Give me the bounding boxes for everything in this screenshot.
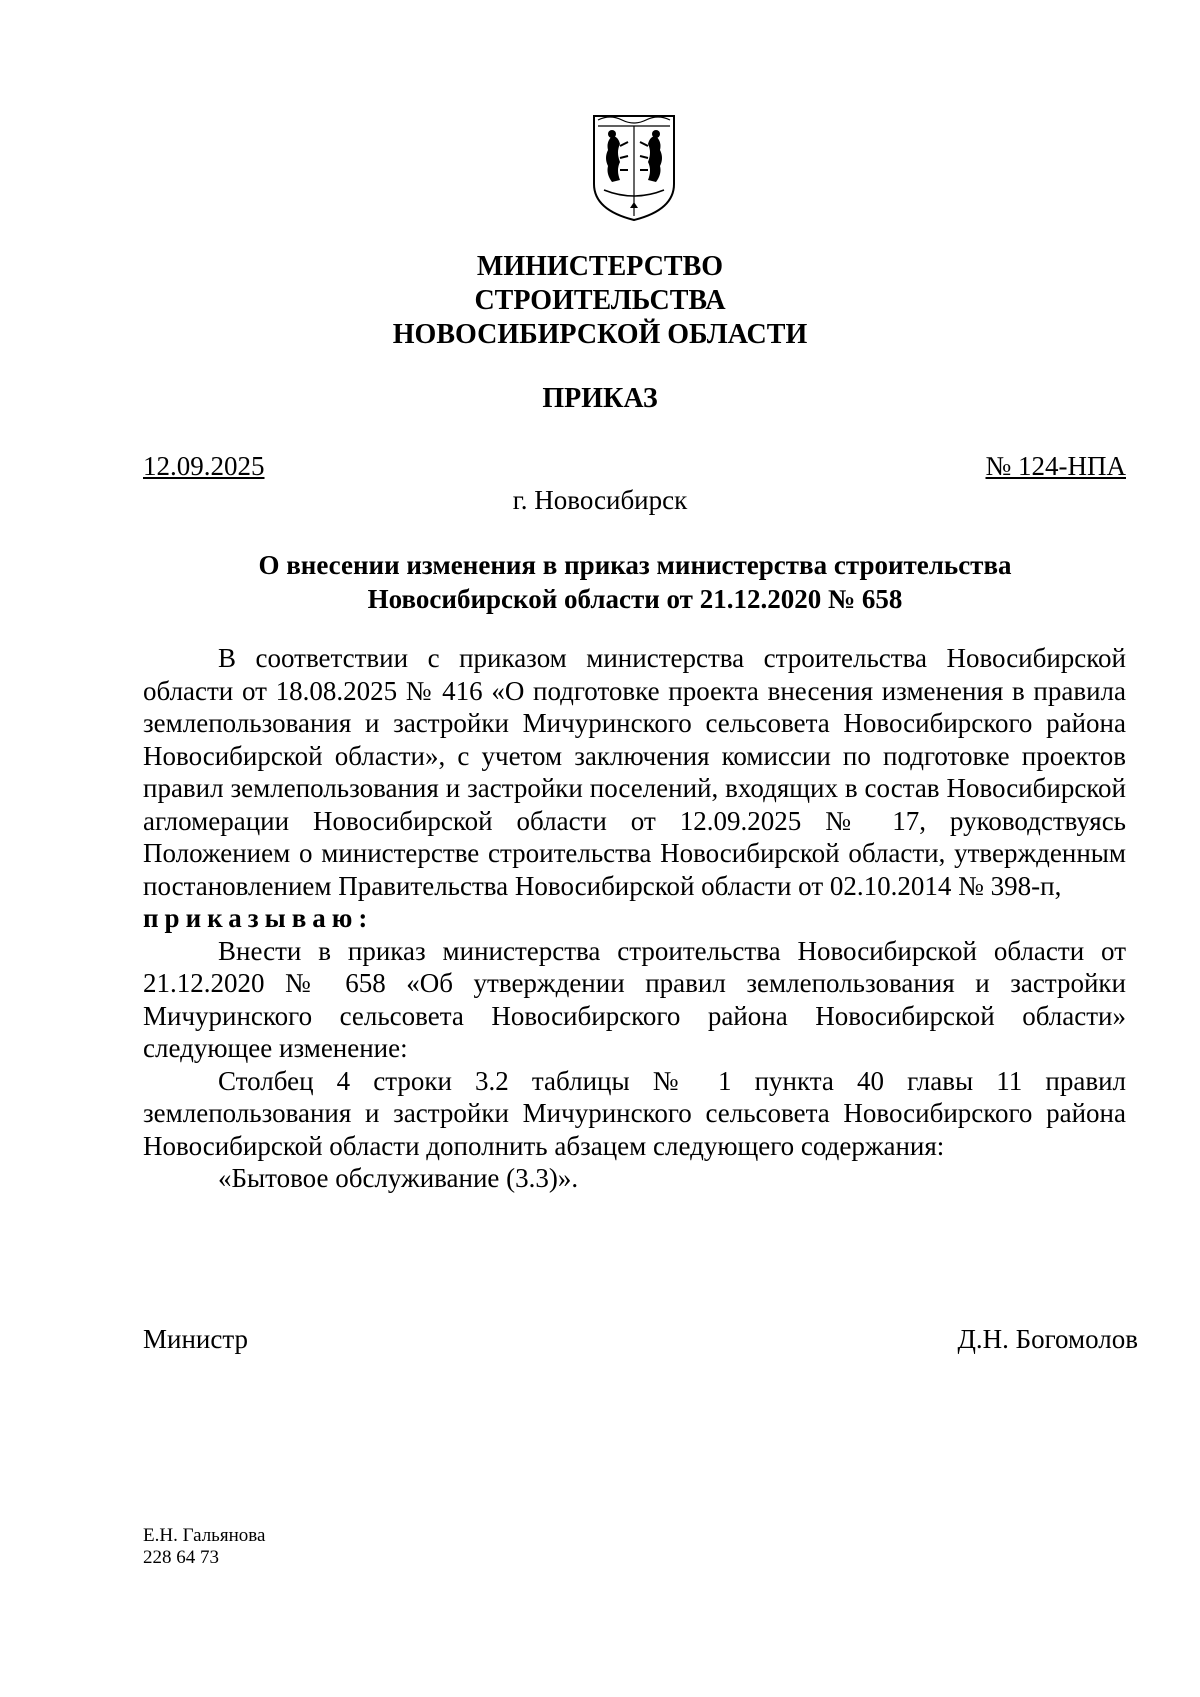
signatory-name: Д.Н. Богомолов xyxy=(957,1324,1138,1354)
signatory-position: Министр xyxy=(143,1324,248,1354)
executor-name: Е.Н. Гальянова xyxy=(143,1525,266,1546)
document-date: 12.09.2025 xyxy=(143,451,265,481)
subject-line-1: О внесении изменения в приказ министерства строительства xyxy=(258,550,1012,580)
ministry-line-3: НОВОСИБИРСКОЙ ОБЛАСТИ xyxy=(392,319,808,350)
ministry-line-2: СТРОИТЕЛЬСТВА xyxy=(474,285,726,316)
document-type: ПРИКАЗ xyxy=(542,383,658,414)
body-paragraph-3: Столбец 4 строки 3.2 таблицы № 1 пункта 40 главы 11 правил землепользования и застройки Мичуринского сельсовета Новосибирского района Новосибирской области дополнить абзацем следующего содержания: xyxy=(143,1065,1126,1161)
body-paragraph-2: Внести в приказ министерства строительства Новосибирской области от 21.12.2020 № 658 «Об утверждении правил землепользования и застройки Мичуринского сельсовета Новосибирского района Новосибирской области» следующее изменение: xyxy=(143,935,1126,1063)
document-body xyxy=(143,642,1126,1195)
executor-block xyxy=(143,1525,265,1569)
command-word: приказываю: xyxy=(143,903,374,933)
document-subject xyxy=(0,548,1200,616)
document-number: № 124-НПА xyxy=(985,451,1126,481)
body-paragraph-4: «Бытовое обслуживание (3.3)». xyxy=(218,1163,579,1193)
body-paragraph-1: В соответствии с приказом министерства строительства Новосибирской области от 18.08.2025 № 416 «О подготовке проекта внесения изменения в правила землепользования и застройки Мичуринского сельсовета Новосибирского района Новосибирской области», с учетом заключения комиссии по подготовке проектов правил землепользования и застройки поселений, входящих в состав Новосибирской агломерации Новосибирской области от 12.09.2025 № 17, руководствуясь Положением о министерстве строительства Новосибирской области, утвержденным постановлением Правительства Новосибирской области от 02.10.2014 № 398-п, xyxy=(143,643,1126,901)
subject-line-2: Новосибирской области от 21.12.2020 № 658 xyxy=(367,584,903,614)
coat-of-arms-icon xyxy=(590,112,678,224)
executor-phone: 228 64 73 xyxy=(143,1547,219,1568)
command-paragraph xyxy=(143,902,1126,935)
ministry-line-1: МИНИСТЕРСТВО xyxy=(476,251,724,282)
ministry-name xyxy=(0,250,1200,352)
document-city: г. Новосибирск xyxy=(512,485,688,515)
